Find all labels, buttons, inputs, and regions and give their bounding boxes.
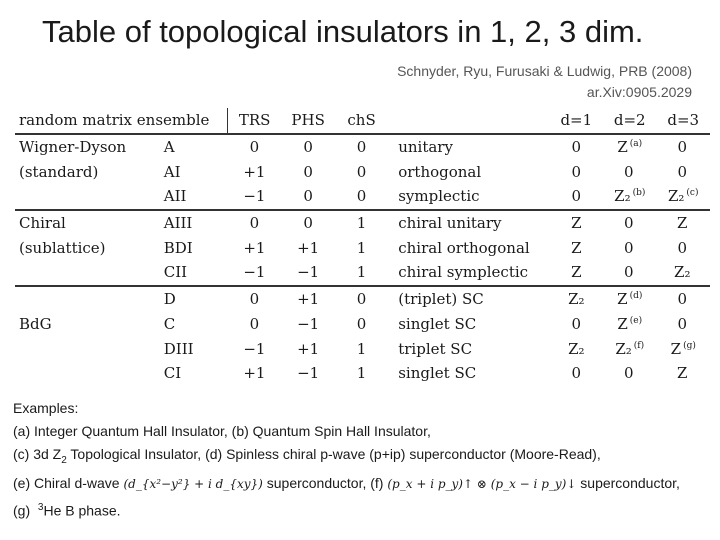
cell-chs: 0 [356,187,367,206]
cell-ensemble [15,260,156,286]
cell-chs: 1 [356,339,367,358]
cell-ensemble [15,336,156,361]
cell-d1: Z [571,263,582,282]
cell-d3-value: Z₂ [674,263,691,282]
cell-d2-note: (e) [629,315,643,326]
cell-name: singlet SC [398,314,477,333]
cell-d2 [603,260,656,286]
cell-d3-value: Z [677,214,688,233]
header-ensemble: random matrix ensemble [15,108,227,134]
cell-d2-value: 0 [623,214,634,233]
cell-phs: −1 [297,314,320,333]
cell-d2 [603,184,656,210]
header-d3: d=3 [656,108,710,134]
cell-chs: 1 [356,364,367,383]
header-phs: PHS [281,108,335,134]
cell-trs: 0 [227,210,281,236]
cell-d2 [603,134,656,160]
table-row [15,361,710,386]
cell-d3 [656,336,710,361]
cell-phs: +1 [297,238,320,257]
cell-d3 [656,184,710,210]
cell-name: (triplet) SC [388,286,549,312]
cell-ensemble: Chiral [15,210,156,236]
cell-d2 [603,235,656,260]
cell-phs: −1 [297,364,320,383]
example-line-c [13,443,680,472]
cell-chs: 1 [356,263,367,282]
cell-d1: 0 [571,162,582,181]
header-blank [388,108,549,134]
header-d2: d=2 [603,108,656,134]
cell-name: singlet SC [398,364,477,383]
example-e-formula: (d_{x²−y²} + i d_{xy}) [123,476,263,491]
cell-d3 [656,210,710,236]
cell-d3 [656,235,710,260]
cell-d2-value: Z [617,290,628,309]
example-f-formula: (p_x + i p_y)↑ ⊗ (p_x − i p_y)↓ [387,476,577,491]
cell-class: AII [163,187,187,206]
examples-block [13,397,680,522]
cell-ensemble [15,361,156,386]
cell-chs: 0 [335,286,388,312]
cell-phs: −1 [297,263,320,282]
cell-d2 [603,361,656,386]
cell-d2 [603,286,656,312]
cell-phs: 0 [303,187,313,206]
cell-chs: 0 [356,138,367,157]
cell-d3 [656,286,710,312]
cell-trs: +1 [243,364,266,383]
table-row [15,235,710,260]
header-trs: TRS [227,108,281,134]
example-c-rest: Topological Insulator, (d) Spinless chiral p-wave (p+ip) superconductor (Moore-Read), [66,446,601,462]
example-line-a: (a) Integer Quantum Hall Insulator, (b) Quantum Spin Hall Insulator, [13,423,431,439]
example-g-rest: He B phase. [43,502,121,519]
cell-d1: Z₂ [568,339,585,358]
cell-d3 [656,260,710,286]
cell-d3-value: 0 [677,162,688,181]
table-row [15,159,710,184]
cell-d1: Z₂ [550,286,603,312]
cell-d2 [603,210,656,236]
cell-name: orthogonal [398,162,482,181]
cell-class: CII [163,263,188,282]
examples-heading: Examples: [13,400,79,416]
cell-d2-value: 0 [623,238,634,257]
cell-chs: 0 [356,162,367,181]
cell-d1: 0 [571,138,582,157]
cell-d1: Z [571,238,582,257]
cell-d2-value: Z₂ [614,187,631,206]
header-d1: d=1 [550,108,603,134]
cell-trs: +1 [243,238,266,257]
cell-trs: 0 [249,138,260,157]
table-row [15,312,710,337]
cell-d3 [656,361,710,386]
example-e-mid: superconductor, (f) [266,474,384,491]
cell-trs: −1 [243,263,266,282]
cell-d2 [603,336,656,361]
page-title: Table of topological insulators in 1, 2, 3 dim. [42,14,644,49]
cell-d1: Z [550,210,603,236]
cell-d3 [656,159,710,184]
cell-d2-note: (f) [633,340,645,351]
cell-class: A [163,138,175,157]
cell-ensemble [15,184,156,210]
cell-d3-value: Z [670,339,682,358]
cell-d2-value: 0 [623,263,634,282]
cell-d3 [656,134,710,160]
cell-d1: 0 [571,314,582,333]
cell-class: C [163,314,176,333]
cell-d2-value: 0 [623,364,634,383]
cell-name: symplectic [398,187,480,206]
table-row [15,260,710,286]
table-header-row [15,108,710,134]
cell-d2 [603,159,656,184]
table-row [15,286,710,312]
table-row [15,336,710,361]
example-c-text: (c) 3d Z [13,446,62,462]
cell-d2-value: Z₂ [615,339,632,358]
example-g-prefix: (g) [13,502,38,519]
cell-d3-value: 0 [677,290,688,309]
example-c-subscript: 2 [61,454,67,466]
cell-d3-value: Z [677,364,688,383]
cell-d2-value: Z [617,138,628,157]
cell-ensemble: BdG [19,314,52,333]
cell-d2 [603,312,656,337]
cell-phs: +1 [281,286,335,312]
cell-ensemble: (standard) [19,162,99,181]
cell-d2-note: (b) [632,188,646,199]
cell-d3-value: 0 [677,238,688,257]
example-line-e [13,472,680,496]
cell-class: DIII [163,339,194,358]
cell-d3-note: (c) [686,188,699,199]
reference-authors: Schnyder, Ryu, Furusaki & Ludwig, PRB (2008) [397,63,692,79]
cell-d3-value: 0 [677,138,688,157]
cell-ensemble: Wigner-Dyson [19,138,127,157]
cell-trs: +1 [243,162,266,181]
cell-d3-value: Z₂ [667,187,685,206]
cell-phs: 0 [303,138,313,157]
cell-name: chiral orthogonal [398,238,530,257]
cell-phs: 0 [281,210,335,236]
cell-name: chiral symplectic [398,263,529,282]
cell-d2-note: (d) [629,291,643,302]
cell-trs: 0 [249,314,260,333]
example-g-superscript: 3 [37,501,44,513]
cell-trs: 0 [227,286,281,312]
topological-insulator-table [15,108,710,386]
cell-class: AIII [156,210,228,236]
header-chs: chS [335,108,388,134]
table-row [15,134,710,160]
cell-trs: −1 [243,339,266,358]
cell-name: chiral unitary [388,210,549,236]
example-line-g [13,496,680,523]
cell-class: D [156,286,228,312]
cell-ensemble [15,286,156,312]
cell-d2-value: Z [617,314,628,333]
reference-arxiv: ar.Xiv:0905.2029 [586,84,692,100]
cell-chs: 1 [335,210,388,236]
cell-trs: −1 [243,187,266,206]
cell-d3-note: (g) [683,340,696,351]
cell-d3 [656,312,710,337]
cell-name: unitary [398,138,453,157]
cell-name: triplet SC [398,339,473,358]
cell-class: CI [163,364,182,383]
cell-phs: 0 [303,162,313,181]
cell-chs: 1 [356,238,367,257]
cell-phs: +1 [297,339,320,358]
cell-chs: 0 [356,314,367,333]
cell-d2-note: (a) [629,139,643,150]
cell-d1: 0 [571,187,582,206]
cell-class: AI [163,162,181,181]
cell-d2-value: 0 [623,162,634,181]
table-row [15,210,710,236]
cell-d1: 0 [571,364,582,383]
cell-d3-value: 0 [677,314,688,333]
cell-ensemble: (sublattice) [19,238,106,257]
table-row [15,184,710,210]
cell-class: BDI [163,238,193,257]
example-e-text: (e) Chiral d-wave [13,474,120,491]
example-e-suffix: superconductor, [580,474,680,491]
